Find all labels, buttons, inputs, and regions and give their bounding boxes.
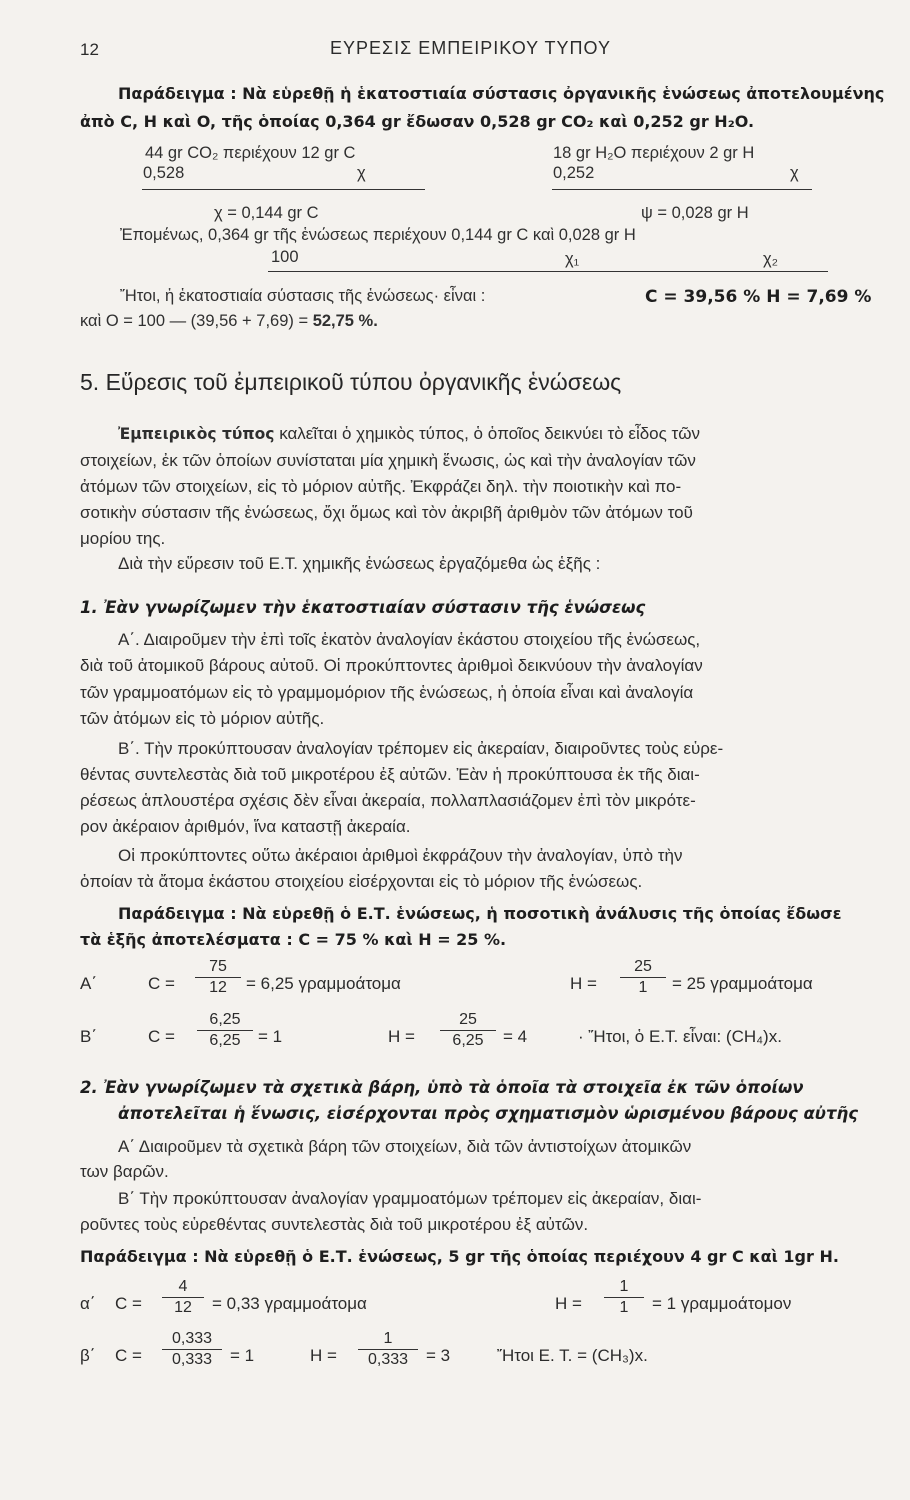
case2-heading-line2: ἀποτελεῖται ἡ ἕνωσις, εἰσέρχονται πρὸς σχηματισμὸν ὡρισμένου βάρους αὐτῆς — [118, 1104, 859, 1123]
x2-label: χ₂ — [763, 250, 779, 268]
case2-rowA-h-lhs: H = — [555, 1294, 582, 1313]
case1-example-line1: Παράδειγμα : Νὰ εὑρεθῇ ὁ Ε.Τ. ἑνώσεως, ἡ ποσοτικὴ ἀνάλυσις τῆς ὁποίας ἔδωσε — [118, 904, 842, 923]
right-proportion-b: χ — [790, 164, 799, 182]
right-rule — [552, 189, 812, 190]
case1-a2: διὰ τοῦ ἀτομικοῦ βάρους αὐτοῦ. Οἱ προκύπτοντες ἀριθμοὶ δεικνύουν τὴν ἀναλογίαν — [80, 656, 703, 675]
result-oxygen-prefix: καὶ O = 100 — (39,56 + 7,69) = — [80, 312, 309, 330]
percent-rule — [268, 271, 828, 272]
definition-line1-text: καλεῖται ὁ χημικὸς τύπος, ὁ ὁποῖος δεικνύει τὸ εἶδος τῶν — [279, 424, 701, 443]
case1-rowB-h-lhs: H = — [388, 1027, 415, 1046]
case1-heading: 1. Ἐὰν γνωρίζωμεν τὴν ἑκατοστιαίαν σύστασιν τῆς ἑνώσεως — [80, 598, 646, 617]
case1-rowB-label: Β΄ — [80, 1027, 97, 1046]
case1-b3: ρέσεως ἁπλουστέρα σχέσις δὲν εἶναι ἀκεραία, πολλαπλασιάζομεν ἐπὶ τὸν μικρότε- — [80, 791, 696, 810]
case2-rowA-label: α΄ — [80, 1294, 96, 1313]
case1-b2: θέντας συντελεστὰς διὰ τοῦ μικροτέρου ἐξ αὐτῶν. Ἐὰν ἡ προκύπτουσα ἐκ τῆς διαι- — [80, 765, 700, 784]
case2-rowA-c-lhs: C = — [115, 1294, 142, 1313]
definition-line3: ἀτόμων τῶν στοιχείων, εἰς τὸ μόριον αὐτῆς. Ἐκφράζει δηλ. τὴν ποιοτικὴν καὶ πο- — [80, 477, 682, 496]
case1-rowB-h-rhs: = 4 — [503, 1027, 528, 1046]
case2-rowA-h-fraction — [604, 1278, 644, 1317]
result-values: C = 39,56 % H = 7,69 % — [645, 287, 872, 307]
case2-rowA-c-fraction — [162, 1278, 204, 1317]
fraction-numerator: 0,333 — [171, 1330, 213, 1347]
right-proportion-a: 0,252 — [553, 164, 595, 182]
case2-rowB-result: Ἤτοι Ε. Τ. = (CH₃)x. — [497, 1346, 648, 1365]
case1-rowA-c-rhs: = 6,25 γραμμοάτομα — [246, 974, 401, 993]
case1-rowB-result: · Ἤτοι, ὁ Ε.Τ. εἶναι: (CH₄)x. — [578, 1027, 782, 1046]
definition-line1 — [118, 424, 700, 444]
right-result: ψ = 0,028 gr H — [641, 204, 749, 222]
case1-a4: τῶν ἀτόμων εἰς τὸ μόριον αὐτῆς. — [80, 709, 325, 728]
fraction-denominator: 1 — [619, 1299, 629, 1316]
right-proportion-top: 18 gr H₂O περιέχουν 2 gr H — [553, 144, 755, 162]
case2-b1: Β΄ Τὴν προκύπτουσαν ἀναλογίαν γραμμοατόμων τρέπομεν εἰς ἀκεραίαν, διαι- — [118, 1189, 702, 1208]
fraction-denominator: 1 — [638, 979, 648, 996]
fraction-numerator: 6,25 — [209, 1011, 241, 1028]
case2-example: Παράδειγμα : Νὰ εὑρεθῇ ὁ Ε.Τ. ἑνώσεως, 5 gr τῆς ὁποίας περιέχουν 4 gr C καὶ 1gr H. — [80, 1247, 839, 1266]
case1-rowA-h-lhs: H = — [570, 974, 597, 993]
fraction-numerator: 4 — [178, 1278, 188, 1295]
left-proportion-b: χ — [357, 164, 366, 182]
fraction-numerator: 25 — [459, 1011, 477, 1028]
case1-c1: Οἱ προκύπτοντες οὕτω ἀκέραιοι ἀριθμοὶ ἐκφράζουν τὴν ἀναλογίαν, ὑπὸ τὴν — [118, 846, 683, 865]
fraction-denominator: 12 — [174, 1299, 192, 1316]
case2-a2: των βαρῶν. — [80, 1162, 169, 1181]
definition-line4: σοτικὴν σύστασιν τῆς ἑνώσεως, ὄχι ὅμως καὶ τὸν ἀκριβῆ ἀριθμὸν τῶν ἀτόμων τοῦ — [80, 503, 693, 522]
page-number: 12 — [80, 40, 99, 59]
fraction-numerator: 75 — [209, 958, 227, 975]
fraction-numerator: 1 — [383, 1330, 393, 1347]
case1-rowB-c-lhs: C = — [148, 1027, 175, 1046]
case2-rowB-h-lhs: H = — [310, 1346, 337, 1365]
definition-term: Ἐμπειρικὸς τύπος — [118, 425, 275, 443]
case1-c2: ὁποίαν τὰ ἄτομα ἑκάστου στοιχείου εἰσέρχονται εἰς τὸ μόριον τῆς ἑνώσεως. — [80, 872, 643, 891]
fraction-denominator: 6,25 — [452, 1032, 484, 1049]
page-title: ΕΥΡΕΣΙΣ ΕΜΠΕΙΡΙΚΟΥ ΤΥΠΟΥ — [330, 38, 611, 58]
fraction-numerator: 1 — [619, 1278, 629, 1295]
case2-a1: Α΄ Διαιροῦμεν τὰ σχετικὰ βάρη τῶν στοιχείων, διὰ τῶν ἀντιστοίχων ἀτομικῶν — [118, 1137, 692, 1156]
case2-rowB-h-fraction — [358, 1330, 418, 1369]
case1-rowA-label: Α΄ — [80, 974, 97, 993]
left-result: χ = 0,144 gr C — [214, 204, 319, 222]
fraction-denominator: 6,25 — [209, 1032, 241, 1049]
case2-rowB-h-rhs: = 3 — [426, 1346, 451, 1365]
definition-line6: Διὰ τὴν εὕρεσιν τοῦ Ε.Τ. χημικῆς ἑνώσεως ἐργαζόμεθα ὡς ἑξῆς : — [118, 554, 601, 573]
case2-rowA-c-rhs: = 0,33 γραμμοάτομα — [212, 1294, 367, 1313]
left-rule — [142, 189, 425, 190]
case2-rowB-c-fraction — [162, 1330, 222, 1369]
case1-example-line2: τὰ ἑξῆς ἀποτελέσματα : C = 75 % καὶ H = 25 %. — [80, 930, 507, 949]
result-text: Ἤτοι, ἡ ἑκατοστιαία σύστασις τῆς ἑνώσεως· εἶναι : — [120, 287, 486, 305]
therefore-line: Ἐπομένως, 0,364 gr τῆς ἑνώσεως περιέχουν 0,144 gr C καὶ 0,028 gr H — [120, 226, 636, 244]
case1-rowA-h-fraction — [620, 958, 666, 997]
section-title: 5. Εὕρεσις τοῦ ἐμπειρικοῦ τύπου ὀργανικῆς ἑνώσεως — [80, 369, 622, 395]
case1-rowA-c-lhs: C = — [148, 974, 175, 993]
case2-b2: ροῦντες τοὺς εὑρεθέντας συντελεστὰς διὰ τοῦ μικροτέρου ἐξ αὐτῶν. — [80, 1215, 589, 1234]
left-proportion-top: 44 gr CO₂ περιέχουν 12 gr C — [145, 144, 356, 162]
case1-rowA-c-fraction — [195, 958, 241, 997]
case1-rowB-c-fraction — [197, 1011, 253, 1050]
case1-a1: Α΄. Διαιροῦμεν τὴν ἐπὶ τοῖς ἑκατὸν ἀναλογίαν ἑκάστου στοιχείου τῆς ἑνώσεως, — [118, 630, 701, 649]
result-oxygen — [80, 312, 378, 331]
x1-label: χ₁ — [565, 250, 580, 268]
result-oxygen-value: 52,75 %. — [312, 312, 378, 330]
case1-rowB-c-rhs: = 1 — [258, 1027, 283, 1046]
example1-line1: Παράδειγμα : Νὰ εὑρεθῇ ἡ ἑκατοστιαία σύστασις ὀργανικῆς ἑνώσεως ἀποτελουμένης — [118, 84, 885, 103]
case2-rowB-label: β΄ — [80, 1346, 96, 1365]
case1-rowB-h-fraction — [440, 1011, 496, 1050]
case2-rowB-c-lhs: C = — [115, 1346, 142, 1365]
case1-b1: Β΄. Τὴν προκύπτουσαν ἀναλογίαν τρέπομεν εἰς ἀκεραίαν, διαιροῦντες τοὺς εὑρε- — [118, 739, 724, 758]
case2-heading-line1: 2. Ἐὰν γνωρίζωμεν τὰ σχετικὰ βάρη, ὑπὸ τὰ ὁποῖα τὰ στοιχεῖα ἐκ τῶν ὁποίων — [80, 1078, 804, 1097]
case1-a3: τῶν γραμμοατόμων εἰς τὸ γραμμομόριον τῆς ἑνώσεως, ἡ ὁποία εἶναι καὶ ἀναλογία — [80, 683, 694, 702]
case2-rowB-c-rhs: = 1 — [230, 1346, 255, 1365]
hundred-label: 100 — [271, 248, 299, 266]
example1-line2: ἀπὸ C, H καὶ O, τῆς ὁποίας 0,364 gr ἔδωσαν 0,528 gr CO₂ καὶ 0,252 gr H₂O. — [80, 112, 755, 131]
fraction-numerator: 25 — [634, 958, 652, 975]
left-proportion-a: 0,528 — [143, 164, 185, 182]
case1-b4: ρον ἀκέραιον ἀριθμόν, ἵνα καταστῇ ἀκεραία. — [80, 817, 411, 836]
case2-rowA-h-rhs: = 1 γραμμοάτομον — [652, 1294, 792, 1313]
fraction-denominator: 0,333 — [171, 1351, 213, 1368]
case1-rowA-h-rhs: = 25 γραμμοάτομα — [672, 974, 813, 993]
definition-line5: μορίου της. — [80, 529, 166, 548]
fraction-denominator: 0,333 — [367, 1351, 409, 1368]
definition-line2: στοιχείων, ἐκ τῶν ὁποίων συνίσταται μία χημικὴ ἕνωσις, ὡς καὶ τὴν ἀναλογίαν τῶν — [80, 451, 696, 470]
fraction-denominator: 12 — [209, 979, 227, 996]
